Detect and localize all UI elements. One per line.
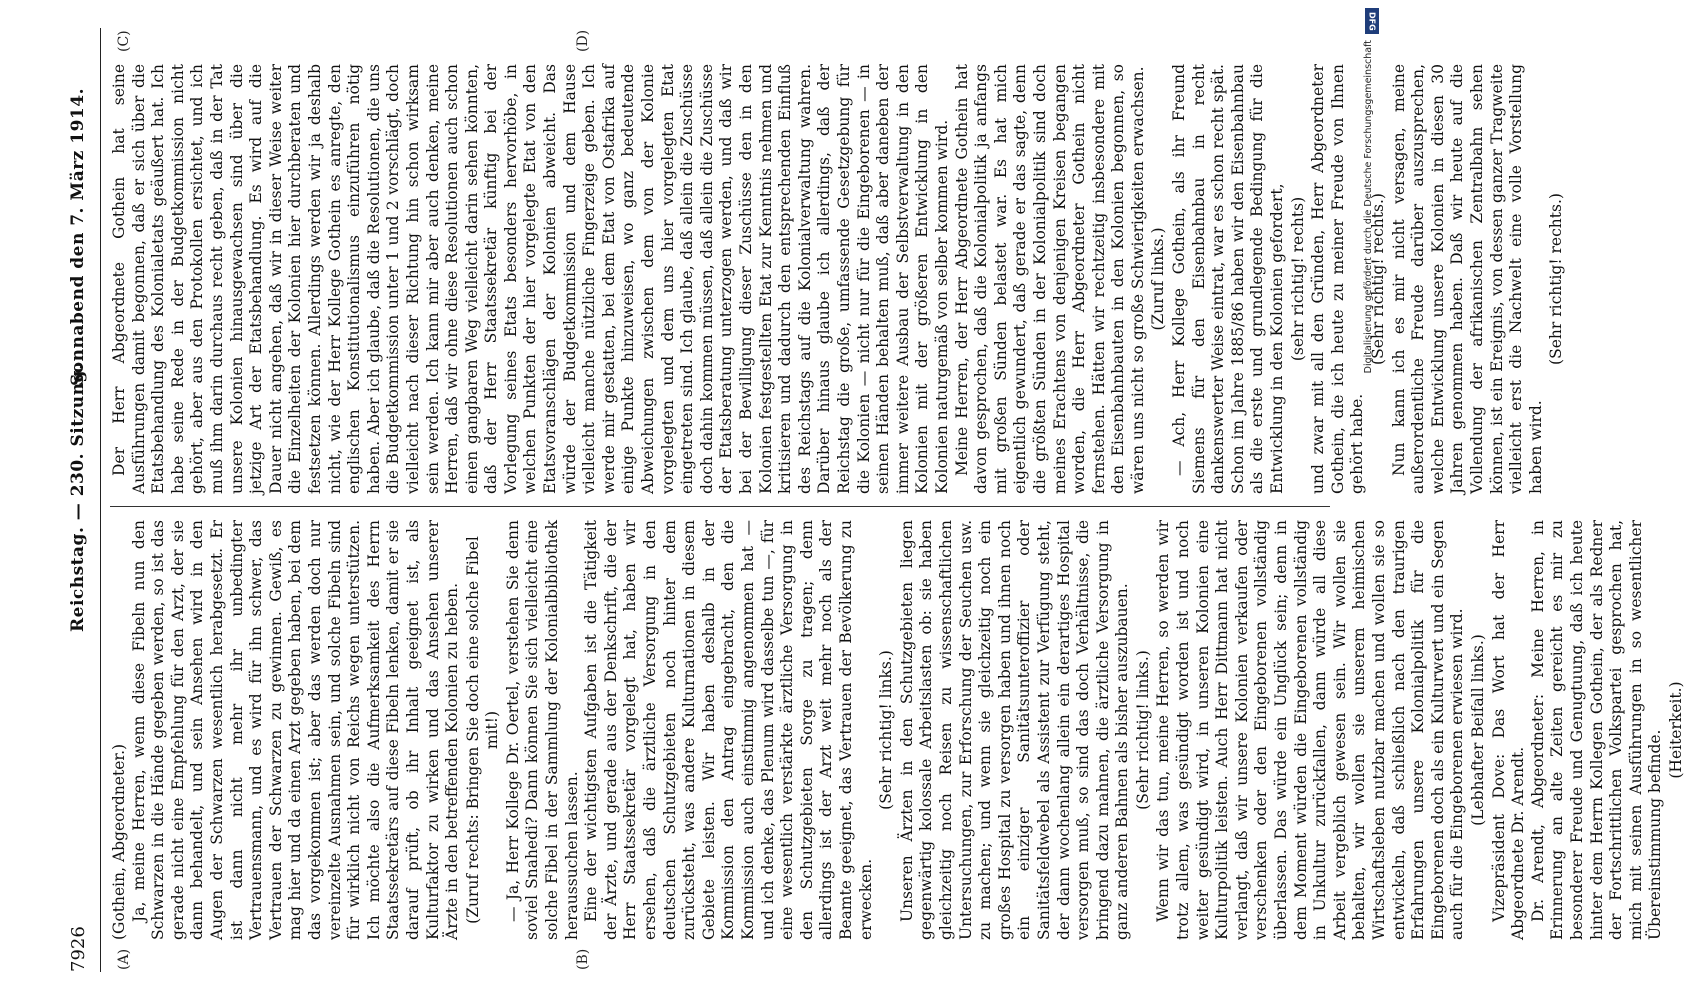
paragraph: Ja, meine Herren, wenn diese Fibeln nun den Schwarzen in die Hände gegeben werden, so ist das gerade nicht eine Empfehlung für den Arzt, der sie dann behandelt, und sein Ansehen wird in den Augen der Schwarzen wesentlich herabgesetzt. Er ist dann nicht mehr ihr unbedingter Vertrauensmann, und es wird für ihn schwer, das Vertrauen der Schwarzen zu gewinnen. Gewiß, es mag hier und da einen Arzt gegeben haben, bei dem das vorgekommen ist; aber das werden doch nur vereinzelte Ausnahmen sein, und solche Fibeln sind für wirklich nicht von Reichs wegen unterstützen. Ich möchte also die Aufmerksamkeit des Herrn Staatssekretärs auf diese Fibeln lenken, damit er sie darauf prüft, ob ihr Inhalt geeignet ist, als Kulturfaktor zu wirken und das Ansehen unserer Ärzte in den betreffenden Kolonien zu heben. [129, 520, 462, 940]
digitization-note: Digitalisierung gefördert durch die Deutsche Forschungsgemeinschaft [1363, 40, 1374, 374]
interjection: (Heiterkeit.) [1666, 681, 1685, 779]
header-left-title: Reichstag. — 230. Sitzung. [68, 363, 88, 632]
paragraph: Eine der wichtigsten Aufgaben ist die Tätigkeit der Ärzte, und gerade aus der Denkschrift, die der Herr Staatssekretär vorgelegt hat, haben wir ersehen, daß die ärztliche Versorgung in den deutschen Schutzgebieten noch hinter dem zurücksteht, was andere Kulturnationen in diesem Gebiete leisten. Wir haben deshalb in der Kommission den Antrag eingebracht, den die Kommission auch einstimmig angenommen hat — und ich denke, das Plenum wird dasselbe tun —, für eine wesentlich verstärkte ärztliche Versorgung in den Schutzgebieten Sorge zu tragen; denn allerdings ist der Arzt weit mehr noch als der Beamte geeignet, das Vertrauen der Bevölkerung zu erwecken. [582, 520, 875, 940]
paragraph: — Ja, Herr Kollege Dr. Oertel, verstehen Sie denn soviel Snahedi? Dann können Sie sich vielleicht eine solche Fibel in der Sammlung der Kolonialbibliothek heraussuchen lassen. [503, 520, 581, 940]
paragraph: Vizepräsident Dove: Das Wort hat der Herr Abgeordnete Dr. Arendt. [1489, 520, 1528, 940]
interjection: (Lebhafter Beifall links.) [1468, 634, 1487, 826]
paragraph: Der Herr Abgeordnete Gothein hat seine Ausführungen damit begonnen, daß er sich über die Etatsbehandlung des Kolonialetats geäußert hat. Ich habe seine Rede in der Budgetkommission nicht gehört, aber aus den Protokollen ersichtet, und ich muß ihm darin durchaus recht geben, daß in der Tat unsere Kolonien hinausgewachsen sind über die jetzige Art der Etatsbehandlung. Es wird auf die Dauer nicht angehen, daß wir in dieser Weise weiter die Einzelheiten der Kolonien hier durchberaten und festsetzen können. Allerdings werden wir ja deshalb nicht, wie der Herr Kollege Gothein es anregte, den englischen Konstitutionalismus einzuführen nötig haben. Aber ich glaube, daß die Resolutionen, die uns die Budgetkommission unter 1 und 2 vorschlägt, doch vielleicht nach dieser Richtung hin schon wirksam sein werden. Ich kann mir aber auch denken, meine Herren, daß wir ohne diese Resolutionen auch schon einen gangbaren Weg vielleicht darin sehen könnten, daß der Herr Staatssekretär künftig bei der Vorlegung seines Etats besonders hervorhöbe, in welchen Punkten der hier vorgelegte Etat von den Etatsvoranschlägen der Kolonien abweicht. Das würde der Budgetkommission und dem Hause vielleicht manche nützliche Fingerzeige geben. Ich werde mir gestatten, bei dem Etat von Ostafrika auf einige Punkte hinzuweisen, wo ganz bedeutende Abweichungen zwischen dem von der Kolonie vorgelegten und dem uns hier vorgelegten Etat eingetreten sind. Ich glaube, daß allein die Zuschüsse doch dahin kommen müssen, daß allein die Zuschüsse der Etatsberatung unterzogen werden, und daß wir bei der Bewilligung dieser Zuschüsse den in den Kolonien festgestellten Etat zur Kenntnis nehmen und kritisieren und dadurch den entsprechenden Einfluß des Reichstags auf die Kolonialverwaltung wahren. Darüber hinaus glaube ich allerdings, daß der Reichstag die große, umfassende Gesetzgebung für die Kolonien — nicht nur für die Eingeborenen — in seinen Händen behalten muß, daß aber daneben der immer weitere Ausbau der Selbstverwaltung in den Kolonien mit der größeren Entwicklung in den Kolonien naturgemäß von selber kommen wird. [110, 64, 951, 494]
margin-marker-c: (C) [116, 30, 132, 52]
page-number: 7926 [68, 926, 89, 972]
column-divider [110, 506, 1330, 507]
page-header [60, 28, 101, 972]
paragraph: Unseren Ärzten in den Schutzgebieten liegen gegenwärtig kolossale Arbeitslasten ob: sie haben gleichzeitig noch Reisen zu wissenschaftlichen Untersuchungen, zur Erforschung der Seuchen usw. zu machen; und wenn sie gleichzeitig noch ein großes Hospital zu versorgen haben und ihnen noch ein einziger Sanitätsunteroffizier oder Sanitätsfeldwebel als Assistent zur Verfügung steht, der dann wochenlang allein ein derartiges Hospital versorgen muß, so sind das doch Verhältnisse, die bringend dazu mahnen, die ärztliche Versorgung in ganz anderen Bahnen als bisher auszubauen. [897, 520, 1132, 940]
dfg-logo: DFG [1365, 8, 1379, 34]
speaker-tag: (Gothein, Abgeordneter.) [110, 743, 128, 940]
paragraph: — Ach, Herr Kollege Gothein, als ihr Freund Siemens für den Eisenbahnbau in recht dankenswerter Weise eintrat, war es schon recht spät. Schon im Jahre 1885/86 haben wir den Eisenbahnbau als die erste und grundlegende Bedingung für die Entwicklung in den Kolonien gefordert, [1170, 64, 1287, 494]
margin-marker-b: (B) [575, 948, 591, 970]
paragraph: Nun kann ich es mir nicht versagen, meine außerordentliche Freude darüber auszusprechen, welche Entwicklung unsere Kolonien in diesen 30 Jahren genommen haben. Daß wir heute auf die Vollendung der afrikanischen Zentralbahn sehen können, ist ein Ereignis, von dessen ganzer Tragweite vielleicht erst die Nachwelt eine volle Vorstellung haben wird. [1389, 64, 1545, 494]
margin-marker-d: (D) [575, 29, 591, 52]
left-column [110, 520, 1685, 940]
interjection: (Sehr richtig! rechts.) [1369, 193, 1387, 365]
paragraph: Dr. Arendt, Abgeordneter: Meine Herren, in Erinnerung an alte Zeiten gereicht es mir zu besonderer Freude und Genugtuung, daß ich heute hinter dem Herrn Kollegen Gothein, der als Redner der Fortschrittlichen Volkspartei gesprochen hat, mich mit seinen Ausführungen in so wesentlicher Übereinstimmung befinde. [1528, 520, 1665, 940]
paragraph: und zwar mit all den Gründen, Herr Abgeordneter Gothein, die ich heute zu meiner Freude von Ihnen gehört habe. [1309, 64, 1367, 494]
paragraph: Wenn wir das tun, meine Herren, so werden wir trotz allem, was gesündigt worden ist und noch weiter gesündigt wird, in unseren Kolonien eine Kulturpolitik leisten. Auch Herr Dittmann hat nicht verlangt, daß wir unsere Kolonien verkaufen oder verschenken oder den Eingeborenen vollständig überlassen. Das würde ein Unglück sein; denn in dem Moment würden die Eingeborenen vollständig in Unkultur zurückfallen, dann würde all diese Arbeit vergeblich gewesen sein. Wir wollen sie behalten, wir wollen sie unserem heimischen Wirtschaftsleben nutzbar machen und wollen sie so entwickeln, daß schließlich nach den traurigen Erfahrungen unsere Kolonialpolitik für die Eingeborenen doch als ein Kulturwert und ein Segen auch für die Eingeborenen erwiesen wird. [1154, 520, 1467, 940]
interjection: (Sehr richtig! links.) [1133, 650, 1152, 810]
interjection: (Zuruf rechts: Bringen Sie doch eine solche Fibel mit!) [463, 536, 502, 924]
paragraph: Meine Herren, der Herr Abgeordnete Gothein hat davon gesprochen, daß die Kolonialpolitik ja anfangs mit großen Sünden belastet war. Es hat mich eigentlich gewundert, daß gerade er das sagte, denn die größten Sünden in der Kolonialpolitik sind doch meines Erachtens von denjenigen Kreisen begangen worden, die Herr Abgeordneter Gothein nicht fernstehen. Hätten wir rechtzeitig insbesondere mit den Eisenbahnbauten in den Kolonien begonnen, so wären uns nicht so große Schwierigkeiten erwachsen. [952, 64, 1147, 494]
interjection: (Sehr richtig! rechts.) [1547, 193, 1566, 365]
interjection: (sehr richtig! rechts) [1288, 196, 1307, 362]
interjection: (Sehr richtig! links.) [877, 650, 896, 810]
header-right-title: Sonnabend den 7. März 1914. [68, 88, 88, 386]
margin-marker-a: (A) [116, 948, 132, 970]
interjection: (Zuruf links.) [1149, 227, 1168, 331]
